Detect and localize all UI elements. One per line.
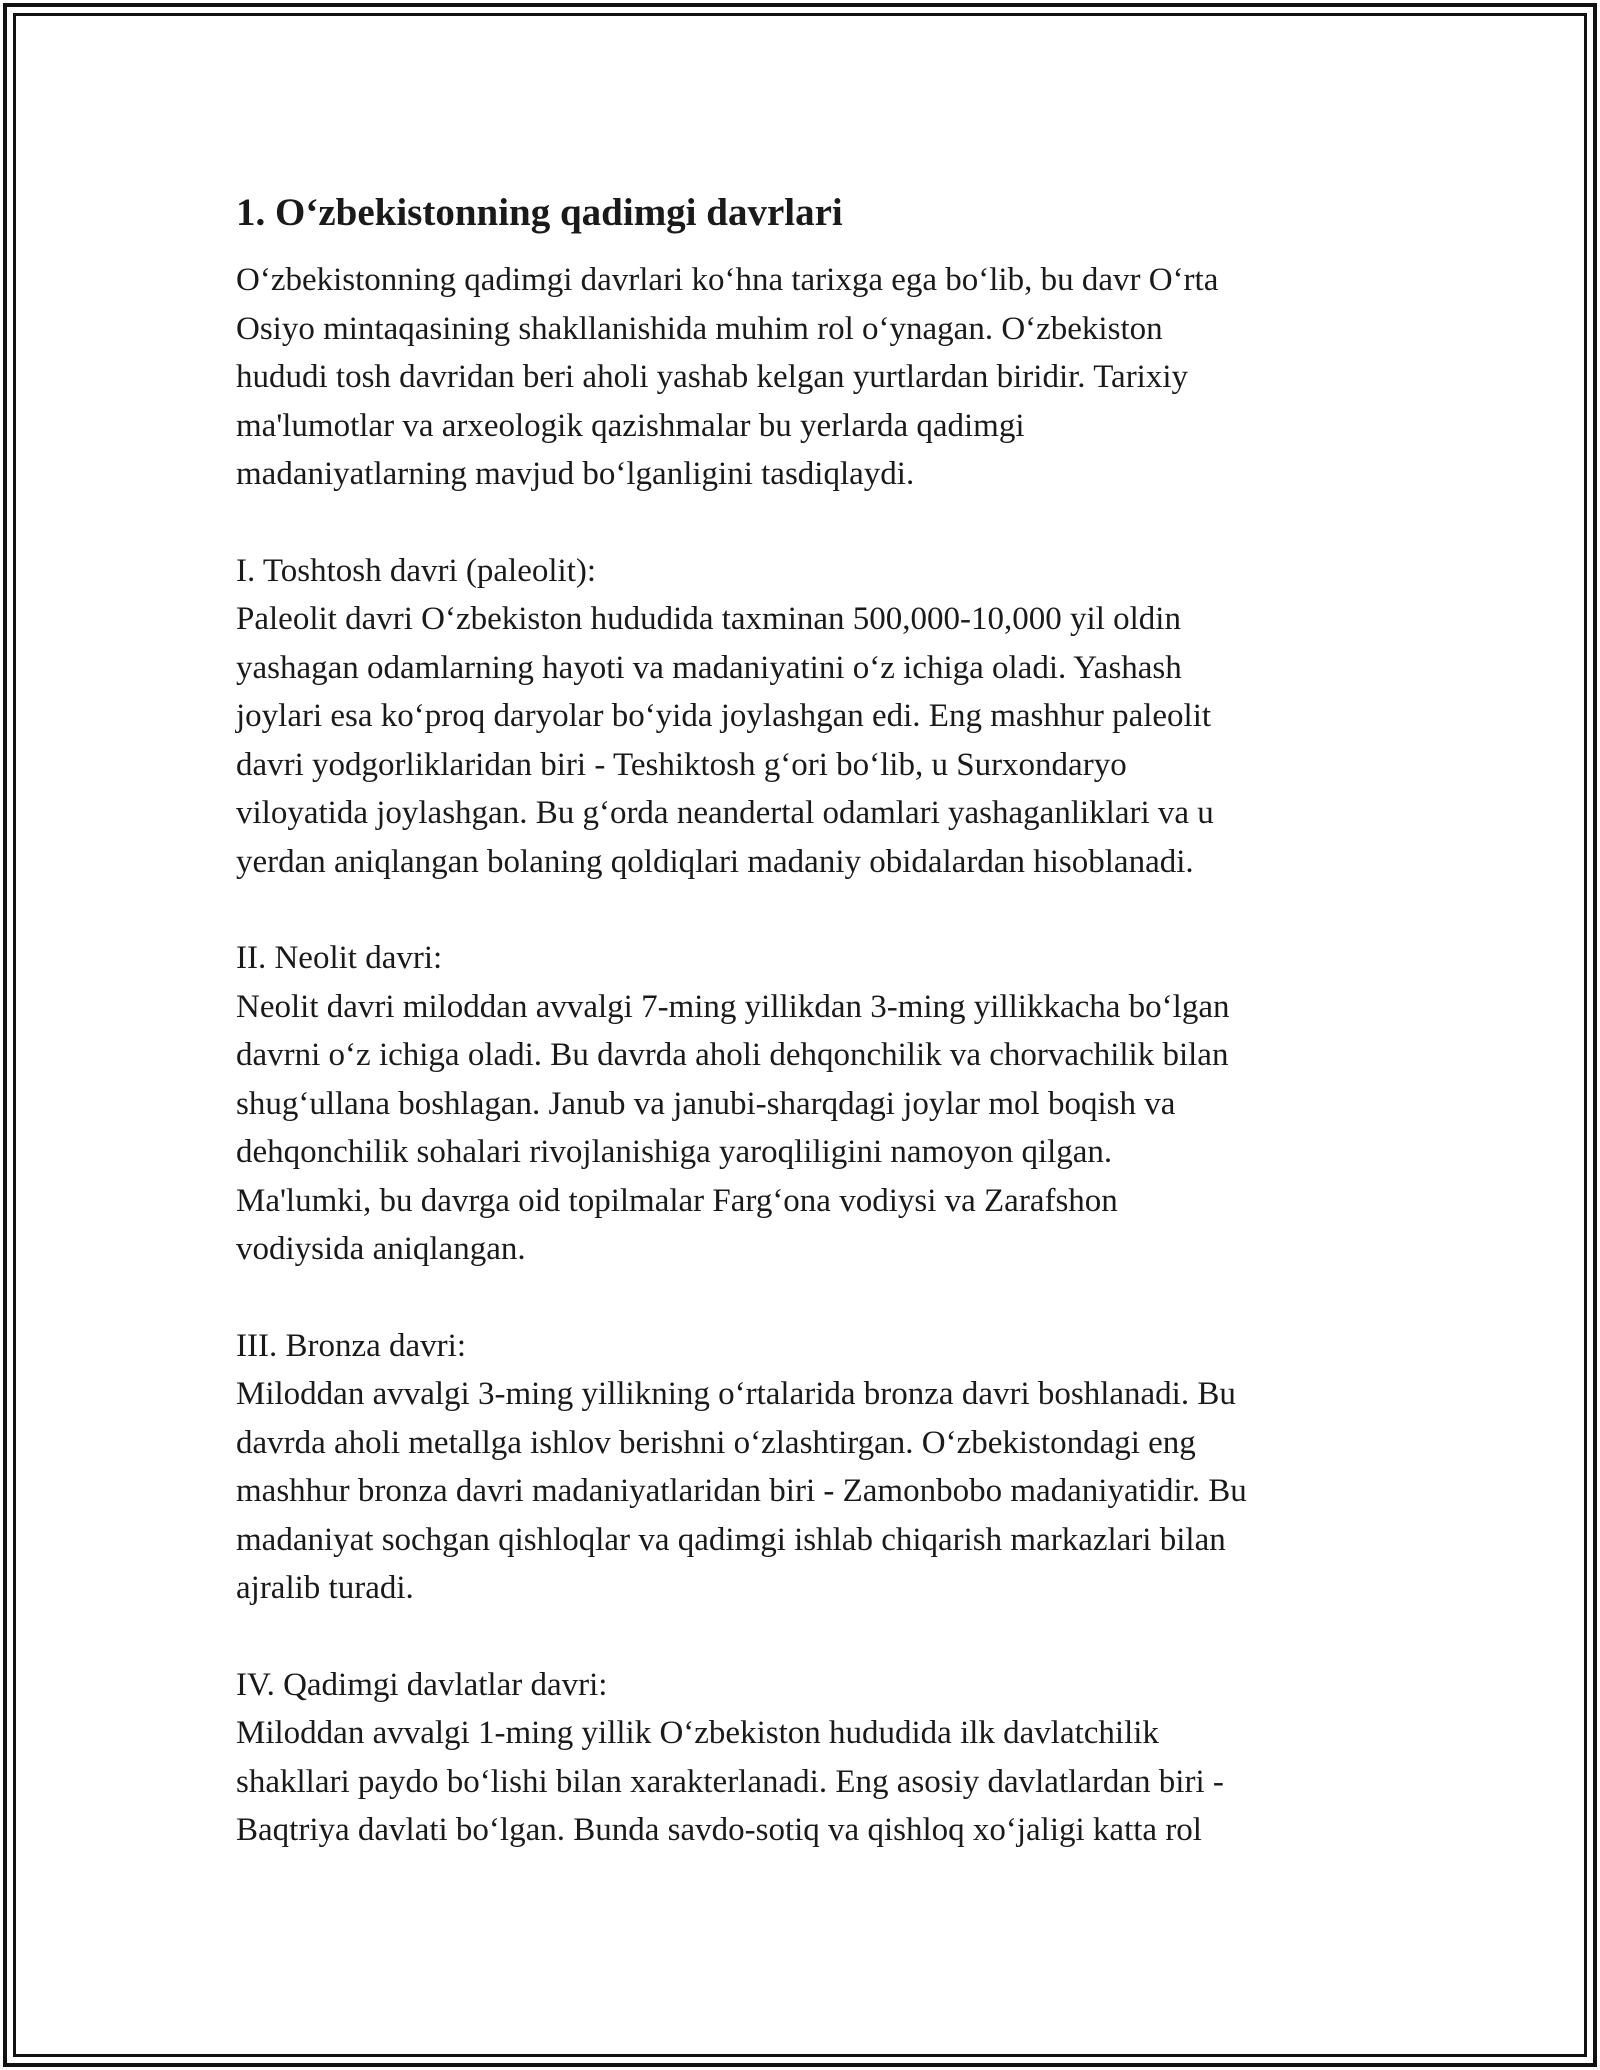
section-heading: II. Neolit davri: — [236, 940, 443, 976]
intro-paragraph: O‘zbekistonning qadimgi davrlari ko‘hna tarixga ega bo‘lib, bu davr O‘rta Osiyo mintaqasining shakllanishida muhim rol o‘ynagan. O‘zbekiston hududi tosh davridan beri aholi yashab kelgan yurtlardan biridir. Tarixiy ma'lumotlar va arxeologik qazishmalar bu yerlarda qadimgi madaniyatlarning mavjud bo‘lganligini tasdiqlaydi. — [236, 262, 1219, 492]
section-heading: I. Toshtosh davri (paleolit): — [236, 552, 597, 589]
section-paleolit — [236, 547, 1386, 887]
section-bronza — [236, 1322, 1386, 1613]
document-title: 1. O‘zbekistonning qadimgi davrlari — [236, 191, 843, 234]
section-body: Neolit davri miloddan avvalgi 7-ming yillikdan 3-ming yillikkacha bo‘lgan davrni o‘z ichiga oladi. Bu davrda aholi dehqonchilik va chorvachilik bilan shug‘ullana boshlagan. Janub va janubi-sharqdagi joylar mol boqish va dehqonchilik sohalari rivojlanishiga yaroqliligini namoyon qilgan. Ma'lumki, bu davrga oid topilmalar Farg‘ona vodiysi va Zarafshon vodiysida aniqlangan. — [236, 988, 1230, 1267]
section-neolit — [236, 934, 1386, 1274]
document-content — [236, 188, 1386, 1855]
section-heading: III. Bronza davri: — [236, 1327, 466, 1364]
section-body: Miloddan avvalgi 3-ming yillikning o‘rtalarida bronza davri boshlanadi. Bu davrda aholi metallga ishlov berishni o‘zlashtirgan. O‘zbekistondagi eng mashhur bronza davri madaniyatlaridan biri - Zamonbobo madaniyatidir. Bu madaniyat sochgan qishloqlar va qadimgi ishlab chiqarish markazlari bilan ajralib turadi. — [236, 1376, 1247, 1606]
section-body: Paleolit davri O‘zbekiston hududida taxminan 500,000-10,000 yil oldin yashagan odamlarning hayoti va madaniyatini o‘z ichiga oladi. Yashash joylari esa ko‘proq daryolar bo‘yida joylashgan edi. Eng mashhur paleolit davri yodgorliklaridan biri - Teshiktosh g‘ori bo‘lib, u Surxondaryo viloyatida joylashgan. Bu g‘orda neandertal odamlari yashaganliklari va u yerdan aniqlangan bolaning qoldiqlari madaniy obidalardan hisoblanadi. — [236, 601, 1214, 880]
section-body: Miloddan avvalgi 1-ming yillik O‘zbekiston hududida ilk davlatchilik shakllari paydo bo‘lishi bilan xarakterlanadi. Eng asosiy davlatlardan biri - Baqtriya davlati bo‘lgan. Bunda savdo-sotiq va qishloq xo‘jaligi katta rol — [236, 1715, 1224, 1848]
section-heading: IV. Qadimgi davlatlar davri: — [236, 1666, 608, 1703]
section-qadimgi-davlatlar — [236, 1661, 1386, 1855]
